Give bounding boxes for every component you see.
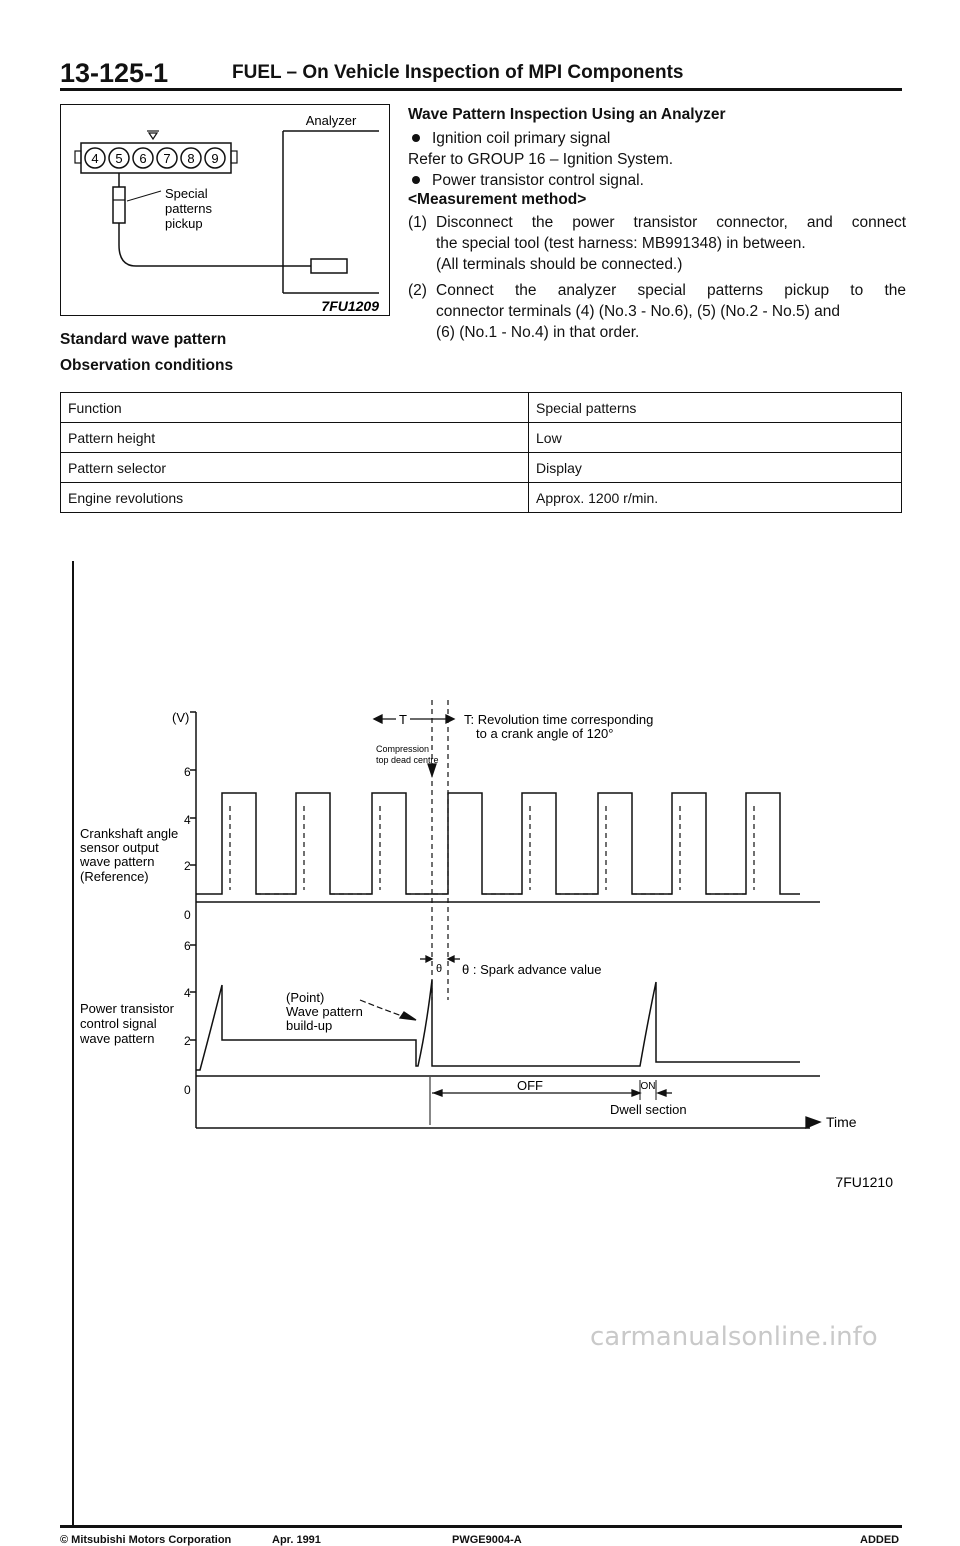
analyzer-label: Analyzer — [305, 113, 357, 128]
t-note-line1: T: Revolution time corresponding — [464, 712, 654, 727]
table-cell: Low — [529, 423, 902, 453]
crank-tick-0: 0 — [184, 908, 191, 922]
step1-line1: Disconnect the power transistor connector, and connect — [436, 214, 906, 231]
terminal-5: 5 — [115, 151, 123, 166]
table-row — [61, 483, 902, 513]
terminal-9: 9 — [211, 151, 219, 166]
analyzer-connection-diagram — [61, 105, 391, 317]
tdc-label-line2: top dead centre — [376, 755, 439, 765]
header-rule — [60, 88, 902, 91]
table-cell: Display — [529, 453, 902, 483]
observation-heading: Observation conditions — [60, 357, 234, 374]
spark-advance-note: θ : Spark advance value — [462, 962, 602, 977]
t-label: T — [399, 712, 407, 727]
footer-rule — [60, 1525, 902, 1528]
table-row — [61, 393, 902, 423]
pickup-label-line1: Special — [165, 186, 208, 201]
analyzer-connection-figure — [60, 104, 390, 316]
power-tick-4: 4 — [184, 986, 191, 1000]
terminal-4: 4 — [91, 151, 99, 166]
power-label-line1: Power transistor — [80, 1001, 174, 1016]
step1-line2: the special tool (test harness: MB991348) in between. — [436, 235, 806, 252]
table-cell: Approx. 1200 r/min. — [529, 483, 902, 513]
step1-line3: (All terminals should be connected.) — [436, 256, 683, 273]
footer-code: PWGE9004-A — [452, 1534, 522, 1546]
pickup-label-line2: patterns — [165, 201, 212, 216]
time-axis-label: Time — [826, 1114, 857, 1130]
step2-line1: Connect the analyzer special patterns pickup to the — [436, 282, 906, 299]
step1-number: (1) — [408, 214, 427, 231]
bullet-dot — [412, 176, 420, 184]
point-label-line2: Wave pattern — [286, 1004, 363, 1019]
table-cell: Pattern selector — [61, 453, 529, 483]
measurement-method-heading: <Measurement method> — [408, 191, 587, 208]
crank-label-line3: wave pattern — [80, 854, 155, 869]
table-cell: Special patterns — [529, 393, 902, 423]
terminal-circles — [85, 148, 225, 168]
dwell-section-label: Dwell section — [610, 1102, 687, 1117]
waveform-figure — [72, 561, 902, 1525]
pickup-label-line3: pickup — [165, 216, 203, 231]
bullet1-text: Ignition coil primary signal — [432, 130, 611, 147]
bullet-dot — [412, 134, 420, 142]
bullet-ignition-coil — [408, 128, 610, 149]
off-label: OFF — [517, 1078, 543, 1093]
footer-status: ADDED — [860, 1534, 900, 1546]
terminal-6: 6 — [139, 151, 147, 166]
step2-number: (2) — [408, 282, 427, 299]
waveform-diagram — [72, 561, 902, 1525]
table-cell: Function — [61, 393, 529, 423]
observation-conditions-table — [60, 392, 902, 513]
theta-label: θ — [436, 963, 443, 975]
crank-tick-4: 4 — [184, 813, 191, 827]
on-label: ON — [640, 1081, 656, 1092]
point-label-line3: build-up — [286, 1018, 333, 1033]
power-label-line2: control signal — [80, 1016, 157, 1031]
page-number: 13-125-1 — [60, 58, 169, 88]
standard-wave-heading: Standard wave pattern — [60, 331, 227, 348]
step2-line3: (6) (No.1 - No.4) in that order. — [436, 324, 640, 341]
table-row — [61, 423, 902, 453]
crank-tick-2: 2 — [184, 859, 191, 873]
table-cell: Engine revolutions — [61, 483, 529, 513]
table-row — [61, 453, 902, 483]
terminal-7: 7 — [163, 151, 171, 166]
power-label-line3: wave pattern — [80, 1031, 155, 1046]
unit-label: (V) — [172, 710, 190, 725]
power-tick-2: 2 — [184, 1034, 191, 1048]
figure2-id: 7FU1210 — [835, 1174, 893, 1190]
bullet1-reference: Refer to GROUP 16 – Ignition System. — [408, 151, 674, 168]
bullet-power-transistor — [408, 170, 644, 191]
crank-label-line2: sensor output — [80, 840, 159, 855]
step2-line2: connector terminals (4) (No.3 - No.6), (5) (No.2 - No.5) and — [436, 303, 840, 320]
table-cell: Pattern height — [61, 423, 529, 453]
bullet2-text: Power transistor control signal. — [432, 172, 644, 189]
power-tick-6: 6 — [184, 939, 191, 953]
footer-copyright: © Mitsubishi Motors Corporation — [60, 1534, 232, 1546]
tdc-label-line1: Compression — [376, 744, 430, 754]
t-note-line2: to a crank angle of 120° — [476, 726, 614, 741]
watermark: carmanualsonline.info — [590, 1322, 878, 1352]
section-title: Wave Pattern Inspection Using an Analyzer — [408, 106, 726, 123]
crank-label-line1: Crankshaft angle — [80, 826, 179, 841]
power-tick-0: 0 — [184, 1083, 191, 1097]
page-title: FUEL – On Vehicle Inspection of MPI Components — [232, 62, 684, 83]
figure1-id: 7FU1209 — [321, 298, 379, 314]
crank-label-line4: (Reference) — [80, 869, 149, 884]
footer-date: Apr. 1991 — [272, 1534, 321, 1546]
point-label-line1: (Point) — [286, 990, 325, 1005]
terminal-8: 8 — [187, 151, 195, 166]
crank-tick-6: 6 — [184, 765, 191, 779]
